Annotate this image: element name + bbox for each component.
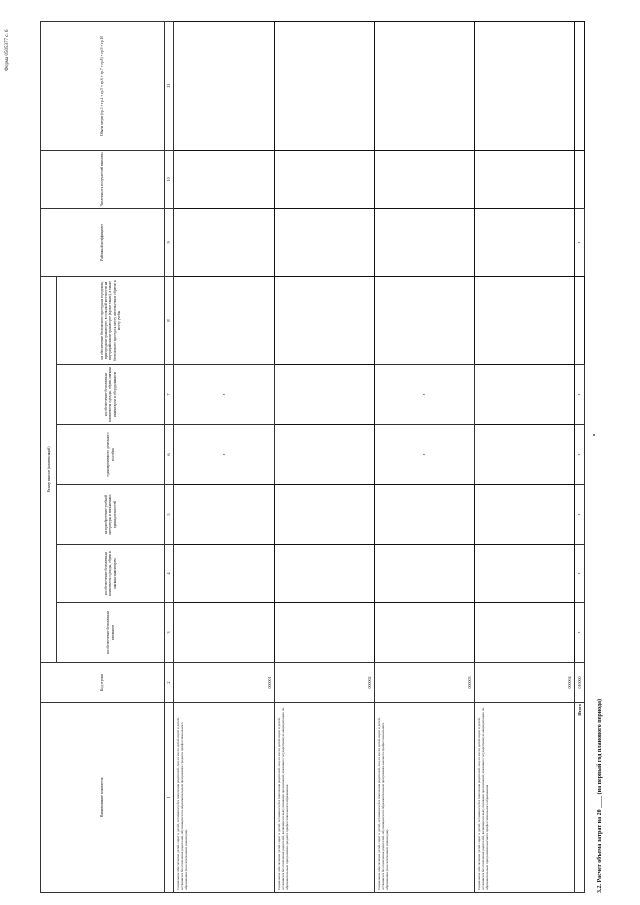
cell-input[interactable]	[374, 485, 474, 545]
cell-x: x	[173, 425, 274, 485]
column-number-row	[164, 21, 173, 892]
scan-speck	[593, 434, 595, 436]
cell-input[interactable]	[173, 21, 274, 150]
cell-input[interactable]	[274, 425, 374, 485]
cell-x: x	[173, 365, 274, 425]
row-code: 000002	[274, 663, 374, 703]
cell-input[interactable]	[574, 276, 584, 364]
cell-x: x	[574, 425, 584, 485]
cell-input[interactable]	[173, 276, 274, 364]
cell-input[interactable]	[474, 150, 574, 208]
cell-x: x	[574, 208, 584, 276]
header-group-payments: Размер выплат (компенсаций)	[41, 276, 57, 662]
cell-input[interactable]	[173, 603, 274, 663]
col-number: 5	[164, 485, 173, 545]
cell-input[interactable]	[474, 425, 574, 485]
row-code: 000004	[474, 663, 574, 703]
col-number: 1	[164, 703, 173, 893]
cell-input[interactable]	[474, 208, 574, 276]
cell-x: x	[374, 425, 474, 485]
col-number: 7	[164, 365, 173, 425]
header-sub-allowance: единовременного денежного пособия	[57, 425, 164, 485]
header-sub-clothing: на обеспечение бесплатным комплектом одежды, обуви и мягким инвентарем	[57, 545, 164, 603]
cell-input[interactable]	[173, 208, 274, 276]
cell-input[interactable]	[474, 485, 574, 545]
cell-input[interactable]	[374, 545, 474, 603]
cell-input[interactable]	[173, 150, 274, 208]
col-number: 2	[164, 663, 173, 703]
row-code: 000001	[173, 663, 274, 703]
cell-input[interactable]	[374, 276, 474, 364]
cost-calculation-table	[40, 21, 585, 893]
table-row	[374, 21, 474, 892]
header-sub-travel: на обеспечение бесплатного проезда на городском, пригородном транспорте, в сельской местности на внутрирайонном транспорте (кроме такси), а также бесплатного проезда к месту жительства и обратно к месту учебы	[57, 276, 164, 364]
header-coefficient: Районный коэффициент	[41, 208, 165, 276]
cell-input[interactable]	[173, 485, 274, 545]
col-number: 3	[164, 603, 173, 663]
header-sub-literature: на приобретение учебной литературы и письменных принадлежностей	[57, 485, 164, 545]
table-row	[274, 21, 374, 892]
cell-input[interactable]	[274, 276, 374, 364]
cell-input[interactable]	[173, 545, 274, 603]
cell-input[interactable]	[374, 208, 474, 276]
cell-input[interactable]	[274, 603, 374, 663]
table-row	[474, 21, 574, 892]
cell-input[interactable]	[274, 365, 374, 425]
cell-input[interactable]	[374, 603, 474, 663]
row-name: Социальное обеспечение детей-сирот и детей, оставшихся без попечения родителей, лиц из числа детей-сирот и детей, оставшихся без попечения родителей, являющихся выпускниками организаций, имеющих государственную аккредитацию по образовательным программам среднего профессионального образования	[274, 703, 374, 893]
col-number: 6	[164, 425, 173, 485]
col-number: 10	[164, 150, 173, 208]
header-sub-equipment: на обеспечение бесплатным комплектом одежды, обуви, мягким инвентарем и оборудованием	[57, 365, 164, 425]
col-number: 8	[164, 276, 173, 364]
cell-input[interactable]	[574, 21, 584, 150]
cell-input[interactable]	[274, 545, 374, 603]
col-number: 9	[164, 208, 173, 276]
cell-input[interactable]	[374, 150, 474, 208]
row-name: Социальное обеспечение детей-сирот и детей, оставшихся без попечения родителей, лиц из числа детей-сирот и детей, оставшихся без попечения родителей, обучающихся по образовательным программам среднего профессионального образования (за исключением инвалидов)	[173, 703, 274, 893]
col-number: 11	[164, 21, 173, 150]
table-row	[173, 21, 274, 892]
cell-x: x	[574, 603, 584, 663]
cell-input[interactable]	[274, 150, 374, 208]
cell-input[interactable]	[474, 21, 574, 150]
cell-input[interactable]	[274, 21, 374, 150]
cell-input[interactable]	[474, 276, 574, 364]
header-recipient-count: Численность получателей выплаты	[41, 150, 165, 208]
cell-x: x	[374, 365, 474, 425]
total-row	[574, 21, 584, 892]
header-total-cost: Объем затрат (гр.3 + гр.4 + гр.5 + гр.6 + гр.7 + гр.8) × гр.9 × гр.10	[41, 21, 165, 150]
section-title: 3.2. Расчет объема затрат на 20 ____ (на первый год планового периода)	[597, 698, 603, 893]
cell-x: x	[574, 485, 584, 545]
cell-input[interactable]	[474, 365, 574, 425]
cell-input[interactable]	[474, 603, 574, 663]
row-name: Социальное обеспечение детей-сирот и детей, оставшихся без попечения родителей, лиц из числа детей-сирот и детей, оставшихся без попечения родителей, являющихся выпускниками организаций, имеющих государственную аккредитацию по образовательным программам высшего профессионального образования	[474, 703, 574, 893]
cell-input[interactable]	[274, 208, 374, 276]
cell-input[interactable]	[474, 545, 574, 603]
total-label: Итого	[574, 703, 584, 893]
cell-x: x	[574, 365, 584, 425]
total-code: 010000	[574, 663, 584, 703]
cell-x: x	[574, 545, 584, 603]
row-code: 000003	[374, 663, 474, 703]
cell-input[interactable]	[274, 485, 374, 545]
cell-input[interactable]	[574, 150, 584, 208]
cell-input[interactable]	[374, 21, 474, 150]
header-sub-food: на обеспечение бесплатным питанием	[57, 603, 164, 663]
header-name: Наименование показателя	[41, 703, 165, 893]
header-code: Код строки	[41, 663, 165, 703]
row-name: Социальное обеспечение детей-сирот и детей, оставшихся без попечения родителей, лиц из числа детей-сирот и детей, оставшихся без попечения родителей, обучающихся по образовательным программам высшего профессионального образования (за исключением инвалидов)	[374, 703, 474, 893]
form-code: Форма 0505377 с. 6	[5, 29, 10, 71]
col-number: 4	[164, 545, 173, 603]
